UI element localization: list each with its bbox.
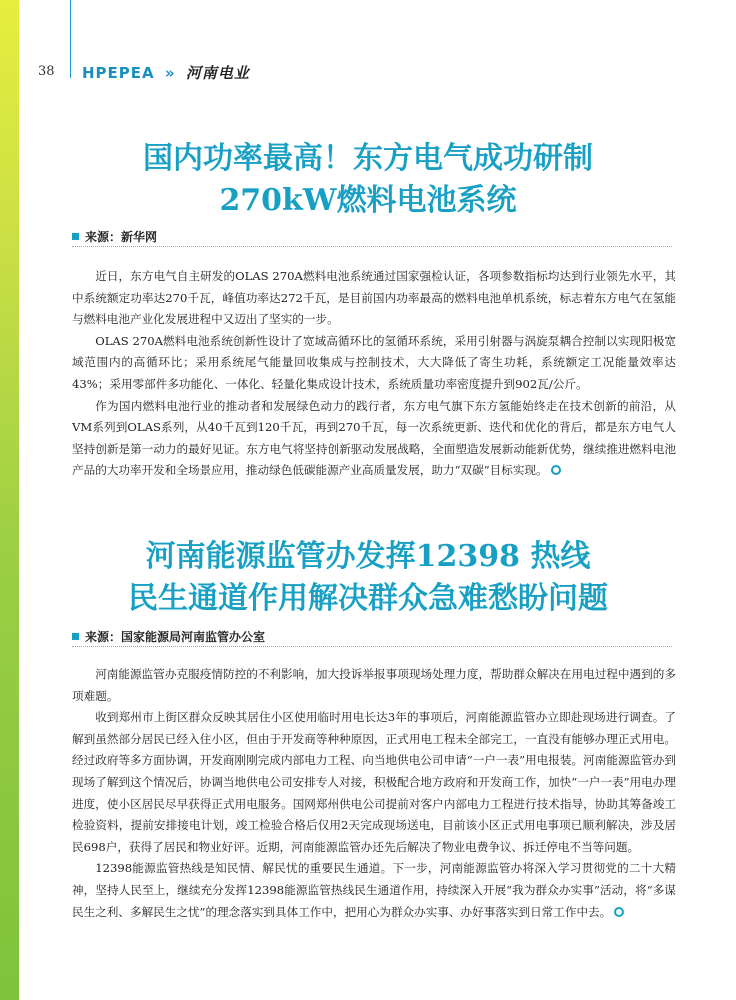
article1-paragraph-text: 作为国内燃料电池行业的推动者和发展绿色动力的践行者，东方电气旗下东方氢能始终走在技术创新的前沿，从VM系列到OLAS系列，从40千瓦到120千瓦，再到270千瓦，每一次系统更新、迭代和优化的背后，都是东方电气人坚持创新是第一动力的最好见证。东方电气将坚持创新驱动发展战略，全面塑造发展新动能新优势，继续推进燃料电池产品的大功率开发和全场景应用，推动绿色低碳能源产业高质量发展，助力“双碳”目标实现。 (72, 398, 676, 478)
article1-paragraph: 近日，东方电气自主研发的OLAS 270A燃料电池系统通过国家强检认证，各项参数指标均达到行业领先水平，其中系统额定功率达270千瓦，峰值功率达272千瓦，是目前国内功率最高的燃料电池单机系统，标志着东方电气在氢能与燃料电池产业化发展进程中又迈出了坚实的一步。 (72, 269, 676, 327)
article1-body (72, 266, 676, 482)
article1-title-line1: 国内功率最高！东方电气成功研制 (143, 141, 593, 176)
brand-separator: » (164, 64, 176, 82)
article2-source-text: 来源：国家能源局河南监管办公室 (85, 630, 266, 644)
article1-source (72, 228, 157, 245)
header-rule (70, 0, 71, 78)
article2-divider (72, 646, 672, 647)
article1-title-line2: 270kW燃料电池系统 (219, 183, 517, 218)
article1-divider (72, 246, 672, 247)
article2-paragraph-text: 12398能源监管热线是知民情、解民忧的重要民生通道。下一步，河南能源监管办将深入学习贯彻党的二十大精神，坚持人民至上，继续充分发挥12398能源监管热线民生通道作用，持续深入开展“我为群众办实事”活动，将“多谋民生之利、多解民生之忧”的理念落实到具体工作中，把用心为群众办实事、办好事落实到日常工作中去。 (72, 861, 676, 919)
article1-source-text: 来源：新华网 (85, 230, 158, 244)
article2-title-line1: 河南能源监管办发挥12398 热线 (145, 539, 591, 574)
page-number: 38 (38, 64, 55, 79)
article2-paragraph: 收到郑州市上街区群众反映其居住小区使用临时用电长达3年的事项后，河南能源监管办立即赴现场进行调查。了解到虽然部分居民已经入住小区，但由于开发商等种种原因，正式用电工程未全部完工，一直没有能够办理正式用电。经过政府等多方面协调，开发商刚刚完成内部电力工程、向当地供电公司申请“一户一表”用电报装。河南能源监管办到现场了解到这个情况后，协调当地供电公司安排专人对接，积极配合地方政府和开发商工作，加快“一户一表”用电办理进度，使小区居民尽早获得正式用电服务。国网郑州供电公司提前对客户内部电力工程进行技术指导，协助其筹备竣工检验资料，提前安排接电计划，竣工检验合格后仅用2天完成现场送电，目前该小区正式用电事项已顺利解决，涉及居民698户，获得了居民和物业好评。近期，河南能源监管办还先后解决了物业电费争议、拆迁停电不当等问题。 (72, 710, 676, 854)
end-mark-icon (551, 465, 561, 475)
article2-body (72, 664, 676, 923)
page-header (0, 0, 736, 90)
article1-paragraph: OLAS 270A燃料电池系统创新性设计了宽域高循环比的氢循环系统，采用引射器与涡旋泵耦合控制以实现阳极宽域范围内的高循环比；采用系统尾气能量回收集成与控制技术，大大降低了寄生功耗，系统额定工况能量效率达43%；采用零部件多功能化、一体化、轻量化集成设计技术，系统质量功率密度提升到902瓦/公斤。 (72, 333, 676, 391)
source-marker-icon (72, 233, 79, 240)
end-mark-icon (614, 907, 624, 917)
article2-paragraph (72, 858, 676, 923)
brand-cn: 河南电业 (185, 64, 250, 82)
source-marker-icon (72, 633, 79, 640)
article2-source (72, 628, 265, 645)
article1-paragraph (72, 396, 676, 482)
brand-logo (82, 62, 250, 83)
article2-title-line2: 民生通道作用解决群众急难愁盼问题 (128, 581, 608, 616)
article2-paragraph: 河南能源监管办克服疫情防控的不利影响，加大投诉举报事项现场处理力度，帮助群众解决在用电过程中遇到的多项难题。 (72, 667, 676, 703)
brand-latin: HPEPEA (82, 64, 155, 82)
